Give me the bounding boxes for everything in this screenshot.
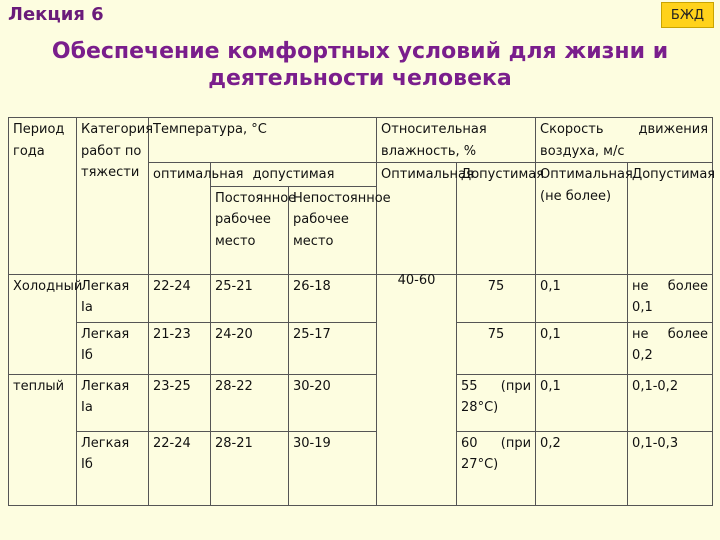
allowed-speed-cell: не более 0,2 — [628, 322, 713, 374]
allowed-speed-cell: 0,1-0,3 — [628, 431, 713, 505]
header-temperature: Температура, °С — [149, 118, 377, 163]
optimal-speed-cell: 0,2 — [536, 431, 628, 505]
category-cell: Легкая Iб — [77, 431, 149, 505]
optimal-humidity-value: 40-60 — [397, 273, 436, 288]
nonpermanent-temp-cell: 25-17 — [289, 322, 377, 374]
header-nonpermanent-place: Непостоянное рабочее место — [289, 186, 377, 274]
permanent-temp-cell: 25-21 — [211, 274, 289, 322]
table-row — [9, 431, 713, 505]
allowed-humidity-cell: 75 — [457, 274, 536, 322]
period-cell: Холодный — [9, 274, 77, 374]
header-allowed-humidity: Допустимая — [457, 163, 536, 275]
allowed-humidity-cell: 55 (при 28°С) — [457, 374, 536, 431]
table-row — [9, 274, 713, 322]
header-humidity: Относительная влажность, % — [377, 118, 536, 163]
permanent-temp-cell: 24-20 — [211, 322, 289, 374]
header-period: Период года — [9, 118, 77, 275]
table-row — [9, 322, 713, 374]
category-cell: Легкая Iа — [77, 274, 149, 322]
nonpermanent-temp-cell: 30-19 — [289, 431, 377, 505]
comfort-conditions-table — [8, 117, 716, 506]
allowed-humidity-cell: 60 (при 27°С) — [457, 431, 536, 505]
permanent-temp-cell: 28-22 — [211, 374, 289, 431]
header-optimal-humidity: Оптимальная — [377, 163, 457, 275]
permanent-temp-cell: 28-21 — [211, 431, 289, 505]
period-cell: теплый — [9, 374, 77, 505]
subject-badge: БЖД — [661, 2, 714, 28]
lecture-label: Лекция 6 — [8, 4, 104, 25]
optimal-temp-cell: 22-24 — [149, 274, 211, 322]
header-optimal-speed: Оптимальная (не более) — [536, 163, 628, 275]
header-allowed-speed: Допустимая — [628, 163, 713, 275]
optimal-temp-cell: 21-23 — [149, 322, 211, 374]
header-air-speed: Скорость движения воздуха, м/с — [536, 118, 713, 163]
optimal-temp-cell: 23-25 — [149, 374, 211, 431]
title-line-2: деятельности человека — [208, 66, 512, 91]
header-permanent-place: Постоянное рабочее место — [211, 186, 289, 274]
optimal-speed-cell: 0,1 — [536, 274, 628, 322]
optimal-speed-cell: 0,1 — [536, 322, 628, 374]
optimal-speed-cell: 0,1 — [536, 374, 628, 431]
title-line-1: Обеспечение комфортных условий для жизни и — [51, 39, 669, 64]
header-allowed-temp: допустимая — [211, 163, 377, 187]
header-category: Категория работ по тяжести — [77, 118, 149, 275]
allowed-speed-cell: не более 0,1 — [628, 274, 713, 322]
allowed-humidity-cell: 75 — [457, 322, 536, 374]
header-optimal-temp: оптимальная — [149, 163, 211, 275]
category-cell: Легкая Iб — [77, 322, 149, 374]
table-row — [9, 374, 713, 431]
page-title — [0, 38, 720, 92]
nonpermanent-temp-cell: 30-20 — [289, 374, 377, 431]
optimal-temp-cell: 22-24 — [149, 431, 211, 505]
nonpermanent-temp-cell: 26-18 — [289, 274, 377, 322]
allowed-speed-cell: 0,1-0,2 — [628, 374, 713, 431]
optimal-humidity-cell — [377, 274, 457, 505]
category-cell: Легкая Iа — [77, 374, 149, 431]
